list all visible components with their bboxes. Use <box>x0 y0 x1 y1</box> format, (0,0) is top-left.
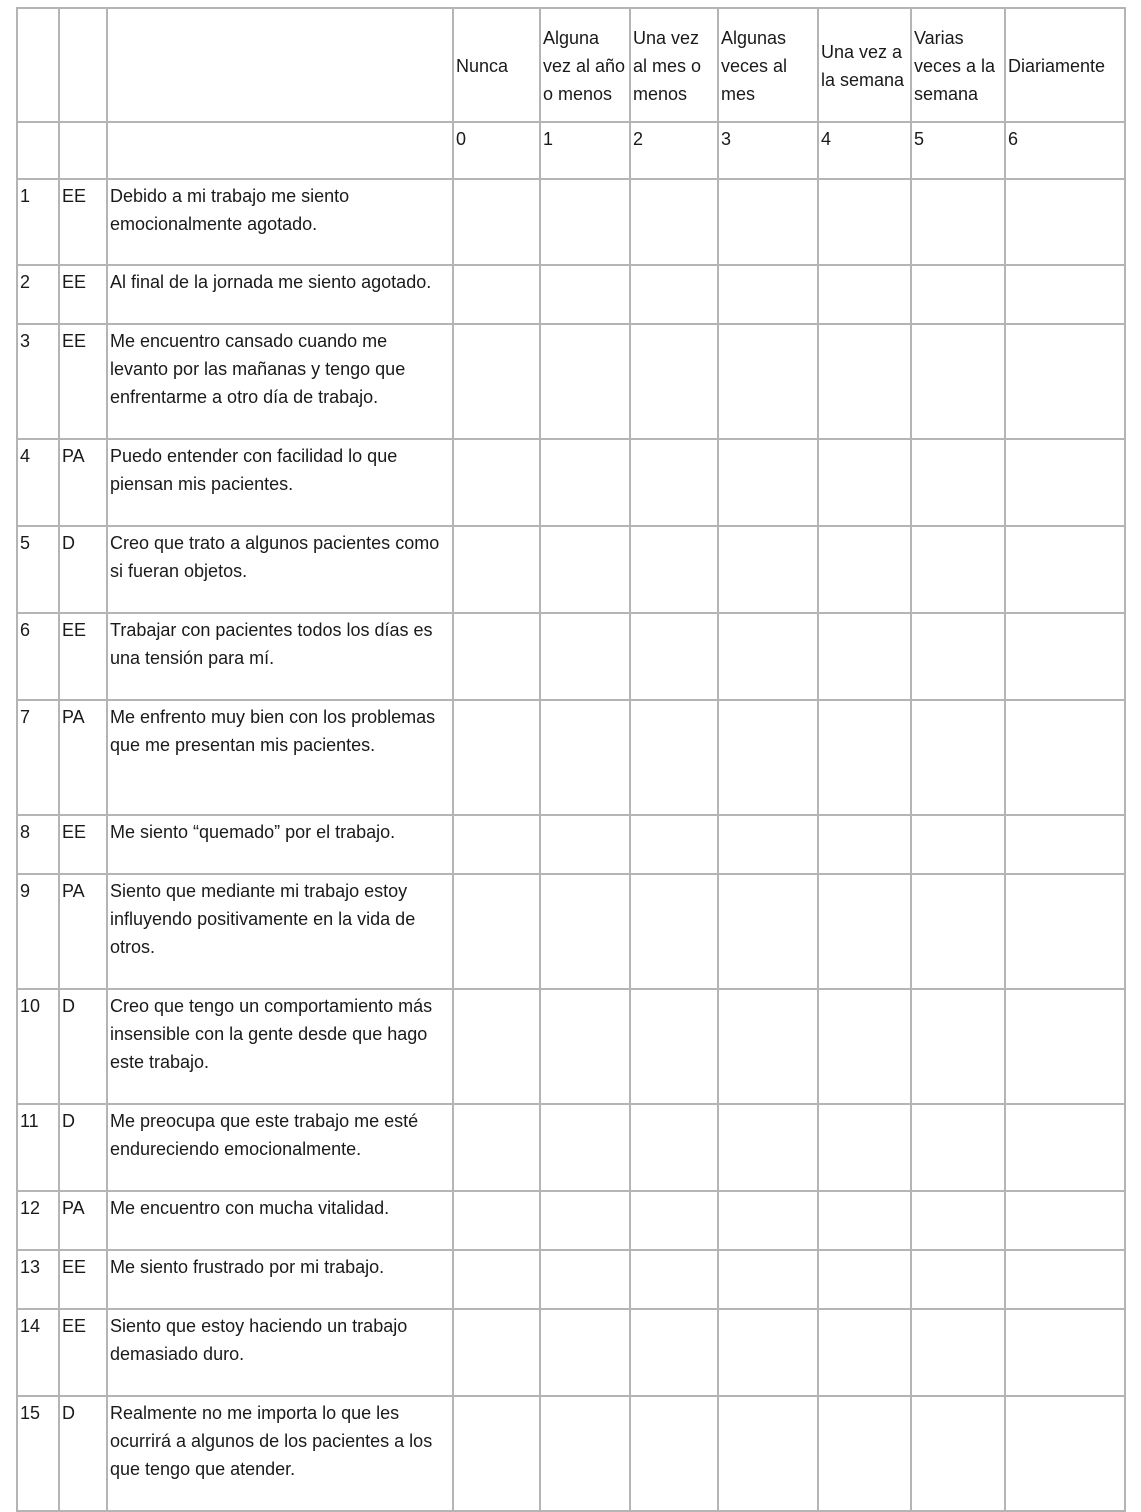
response-cell-6[interactable] <box>1005 815 1125 874</box>
response-cell-0[interactable] <box>453 526 540 613</box>
response-cell-1[interactable] <box>540 439 630 526</box>
response-cell-5[interactable] <box>911 1191 1005 1250</box>
response-cell-2[interactable] <box>630 1396 718 1511</box>
response-cell-4[interactable] <box>818 526 911 613</box>
response-cell-1[interactable] <box>540 1309 630 1396</box>
response-cell-6[interactable] <box>1005 613 1125 700</box>
item-statement: Me encuentro con mucha vitalidad. <box>107 1191 453 1250</box>
response-cell-3[interactable] <box>718 526 818 613</box>
header-varias-veces-a-la-semana: Varias veces a la semana <box>911 8 1005 122</box>
scale-value-5: 5 <box>911 122 1005 179</box>
response-cell-4[interactable] <box>818 324 911 439</box>
response-cell-6[interactable] <box>1005 179 1125 265</box>
header-una-vez-a-la-semana: Una vez a la semana <box>818 8 911 122</box>
header-nunca: Nunca <box>453 8 540 122</box>
item-dimension-code: EE <box>59 613 107 700</box>
scale-row <box>17 122 1125 179</box>
response-cell-2[interactable] <box>630 439 718 526</box>
item-number: 15 <box>17 1396 59 1511</box>
response-cell-2[interactable] <box>630 700 718 815</box>
item-number: 11 <box>17 1104 59 1191</box>
item-dimension-code: D <box>59 526 107 613</box>
item-row <box>17 1104 1125 1191</box>
item-number: 14 <box>17 1309 59 1396</box>
item-number: 6 <box>17 613 59 700</box>
response-cell-3[interactable] <box>718 613 818 700</box>
response-cell-6[interactable] <box>1005 265 1125 324</box>
response-cell-5[interactable] <box>911 874 1005 989</box>
item-row <box>17 1250 1125 1309</box>
response-cell-1[interactable] <box>540 179 630 265</box>
response-cell-5[interactable] <box>911 1250 1005 1309</box>
item-dimension-code: PA <box>59 874 107 989</box>
item-statement: Puedo entender con facilidad lo que piensan mis pacientes. <box>107 439 453 526</box>
response-cell-5[interactable] <box>911 700 1005 815</box>
response-cell-5[interactable] <box>911 1104 1005 1191</box>
response-cell-1[interactable] <box>540 1250 630 1309</box>
response-cell-1[interactable] <box>540 265 630 324</box>
header-algunas-veces-al-mes: Algunas veces al mes <box>718 8 818 122</box>
item-row <box>17 613 1125 700</box>
response-cell-6[interactable] <box>1005 989 1125 1104</box>
response-cell-4[interactable] <box>818 1104 911 1191</box>
response-cell-4[interactable] <box>818 439 911 526</box>
response-cell-0[interactable] <box>453 265 540 324</box>
response-cell-4[interactable] <box>818 1191 911 1250</box>
response-cell-0[interactable] <box>453 1250 540 1309</box>
response-cell-4[interactable] <box>818 874 911 989</box>
item-statement: Siento que mediante mi trabajo estoy influyendo positivamente en la vida de otros. <box>107 874 453 989</box>
response-cell-3[interactable] <box>718 439 818 526</box>
response-cell-4[interactable] <box>818 700 911 815</box>
response-cell-6[interactable] <box>1005 1191 1125 1250</box>
response-cell-5[interactable] <box>911 1396 1005 1511</box>
scale-value-6: 6 <box>1005 122 1125 179</box>
item-statement: Creo que tengo un comportamiento más insensible con la gente desde que hago este trabajo. <box>107 989 453 1104</box>
scale-value-2: 2 <box>630 122 718 179</box>
response-cell-3[interactable] <box>718 265 818 324</box>
item-statement: Trabajar con pacientes todos los días es una tensión para mí. <box>107 613 453 700</box>
item-row <box>17 1396 1125 1511</box>
response-cell-1[interactable] <box>540 324 630 439</box>
item-row <box>17 439 1125 526</box>
response-cell-1[interactable] <box>540 989 630 1104</box>
response-cell-0[interactable] <box>453 179 540 265</box>
header-diariamente: Diariamente <box>1005 8 1125 122</box>
item-statement: Realmente no me importa lo que les ocurrirá a algunos de los pacientes a los que tengo que atender. <box>107 1396 453 1511</box>
response-cell-0[interactable] <box>453 874 540 989</box>
scale-value-4: 4 <box>818 122 911 179</box>
scale-value-3: 3 <box>718 122 818 179</box>
response-cell-0[interactable] <box>453 700 540 815</box>
item-row <box>17 815 1125 874</box>
response-cell-2[interactable] <box>630 1250 718 1309</box>
item-statement: Creo que trato a algunos pacientes como si fueran objetos. <box>107 526 453 613</box>
response-cell-4[interactable] <box>818 1250 911 1309</box>
response-cell-5[interactable] <box>911 179 1005 265</box>
response-cell-3[interactable] <box>718 874 818 989</box>
response-cell-4[interactable] <box>818 179 911 265</box>
item-dimension-code: EE <box>59 1309 107 1396</box>
response-cell-2[interactable] <box>630 526 718 613</box>
item-row <box>17 874 1125 989</box>
item-dimension-code: EE <box>59 815 107 874</box>
item-statement: Siento que estoy haciendo un trabajo demasiado duro. <box>107 1309 453 1396</box>
response-cell-4[interactable] <box>818 815 911 874</box>
item-statement: Me siento frustrado por mi trabajo. <box>107 1250 453 1309</box>
response-cell-2[interactable] <box>630 265 718 324</box>
response-cell-5[interactable] <box>911 989 1005 1104</box>
response-cell-3[interactable] <box>718 1104 818 1191</box>
response-cell-3[interactable] <box>718 1396 818 1511</box>
response-cell-2[interactable] <box>630 613 718 700</box>
response-cell-1[interactable] <box>540 700 630 815</box>
response-cell-0[interactable] <box>453 1396 540 1511</box>
response-cell-1[interactable] <box>540 1191 630 1250</box>
burnout-questionnaire-table <box>16 7 1126 1512</box>
response-cell-5[interactable] <box>911 1309 1005 1396</box>
response-cell-3[interactable] <box>718 989 818 1104</box>
response-cell-3[interactable] <box>718 700 818 815</box>
response-cell-2[interactable] <box>630 815 718 874</box>
response-cell-1[interactable] <box>540 526 630 613</box>
item-row <box>17 179 1125 265</box>
item-number: 4 <box>17 439 59 526</box>
header-empty-code <box>59 8 107 122</box>
item-row <box>17 265 1125 324</box>
response-cell-0[interactable] <box>453 989 540 1104</box>
response-cell-5[interactable] <box>911 526 1005 613</box>
item-row <box>17 1191 1125 1250</box>
response-cell-6[interactable] <box>1005 874 1125 989</box>
response-cell-6[interactable] <box>1005 700 1125 815</box>
response-cell-6[interactable] <box>1005 1250 1125 1309</box>
response-cell-3[interactable] <box>718 815 818 874</box>
response-cell-0[interactable] <box>453 613 540 700</box>
response-cell-5[interactable] <box>911 613 1005 700</box>
response-cell-1[interactable] <box>540 1104 630 1191</box>
item-dimension-code: D <box>59 1104 107 1191</box>
item-row <box>17 526 1125 613</box>
response-cell-3[interactable] <box>718 1309 818 1396</box>
item-dimension-code: EE <box>59 1250 107 1309</box>
item-number: 12 <box>17 1191 59 1250</box>
item-dimension-code: EE <box>59 324 107 439</box>
response-cell-6[interactable] <box>1005 1104 1125 1191</box>
item-dimension-code: PA <box>59 439 107 526</box>
response-cell-3[interactable] <box>718 324 818 439</box>
response-cell-1[interactable] <box>540 1396 630 1511</box>
response-cell-5[interactable] <box>911 439 1005 526</box>
response-cell-6[interactable] <box>1005 324 1125 439</box>
response-cell-4[interactable] <box>818 613 911 700</box>
item-number: 7 <box>17 700 59 815</box>
item-dimension-code: EE <box>59 265 107 324</box>
item-number: 5 <box>17 526 59 613</box>
response-cell-6[interactable] <box>1005 1309 1125 1396</box>
response-cell-3[interactable] <box>718 179 818 265</box>
scale-empty-statement <box>107 122 453 179</box>
scale-empty-num <box>17 122 59 179</box>
response-cell-1[interactable] <box>540 874 630 989</box>
item-statement: Debido a mi trabajo me siento emocionalmente agotado. <box>107 179 453 265</box>
response-cell-4[interactable] <box>818 1396 911 1511</box>
response-cell-0[interactable] <box>453 324 540 439</box>
response-cell-2[interactable] <box>630 874 718 989</box>
item-row <box>17 1309 1125 1396</box>
item-statement: Al final de la jornada me siento agotado. <box>107 265 453 324</box>
item-dimension-code: PA <box>59 700 107 815</box>
item-row <box>17 989 1125 1104</box>
response-cell-6[interactable] <box>1005 526 1125 613</box>
header-empty-num <box>17 8 59 122</box>
item-dimension-code: PA <box>59 1191 107 1250</box>
response-cell-2[interactable] <box>630 1309 718 1396</box>
response-cell-6[interactable] <box>1005 1396 1125 1511</box>
item-number: 3 <box>17 324 59 439</box>
response-cell-0[interactable] <box>453 439 540 526</box>
item-number: 9 <box>17 874 59 989</box>
item-statement: Me siento “quemado” por el trabajo. <box>107 815 453 874</box>
item-number: 8 <box>17 815 59 874</box>
item-row <box>17 700 1125 815</box>
response-cell-2[interactable] <box>630 324 718 439</box>
response-cell-5[interactable] <box>911 265 1005 324</box>
header-alguna-vez-al-ano: Alguna vez al año o menos <box>540 8 630 122</box>
item-row <box>17 324 1125 439</box>
response-cell-3[interactable] <box>718 1250 818 1309</box>
response-cell-4[interactable] <box>818 1309 911 1396</box>
header-empty-statement <box>107 8 453 122</box>
item-dimension-code: EE <box>59 179 107 265</box>
item-dimension-code: D <box>59 1396 107 1511</box>
item-statement: Me preocupa que este trabajo me esté endureciendo emocionalmente. <box>107 1104 453 1191</box>
response-cell-2[interactable] <box>630 179 718 265</box>
response-cell-4[interactable] <box>818 989 911 1104</box>
response-cell-2[interactable] <box>630 989 718 1104</box>
response-cell-2[interactable] <box>630 1104 718 1191</box>
response-cell-0[interactable] <box>453 1104 540 1191</box>
scale-empty-code <box>59 122 107 179</box>
item-number: 2 <box>17 265 59 324</box>
response-cell-3[interactable] <box>718 1191 818 1250</box>
item-statement: Me encuentro cansado cuando me levanto por las mañanas y tengo que enfrentarme a otro día de trabajo. <box>107 324 453 439</box>
item-number: 10 <box>17 989 59 1104</box>
response-cell-5[interactable] <box>911 815 1005 874</box>
response-cell-1[interactable] <box>540 613 630 700</box>
scale-value-0: 0 <box>453 122 540 179</box>
response-cell-6[interactable] <box>1005 439 1125 526</box>
scale-value-1: 1 <box>540 122 630 179</box>
frequency-header-row <box>17 8 1125 122</box>
response-cell-4[interactable] <box>818 265 911 324</box>
response-cell-2[interactable] <box>630 1191 718 1250</box>
response-cell-0[interactable] <box>453 1191 540 1250</box>
response-cell-5[interactable] <box>911 324 1005 439</box>
item-statement: Me enfrento muy bien con los problemas que me presentan mis pacientes. <box>107 700 453 815</box>
response-cell-1[interactable] <box>540 815 630 874</box>
item-number: 1 <box>17 179 59 265</box>
item-dimension-code: D <box>59 989 107 1104</box>
item-number: 13 <box>17 1250 59 1309</box>
response-cell-0[interactable] <box>453 815 540 874</box>
header-una-vez-al-mes: Una vez al mes o menos <box>630 8 718 122</box>
response-cell-0[interactable] <box>453 1309 540 1396</box>
